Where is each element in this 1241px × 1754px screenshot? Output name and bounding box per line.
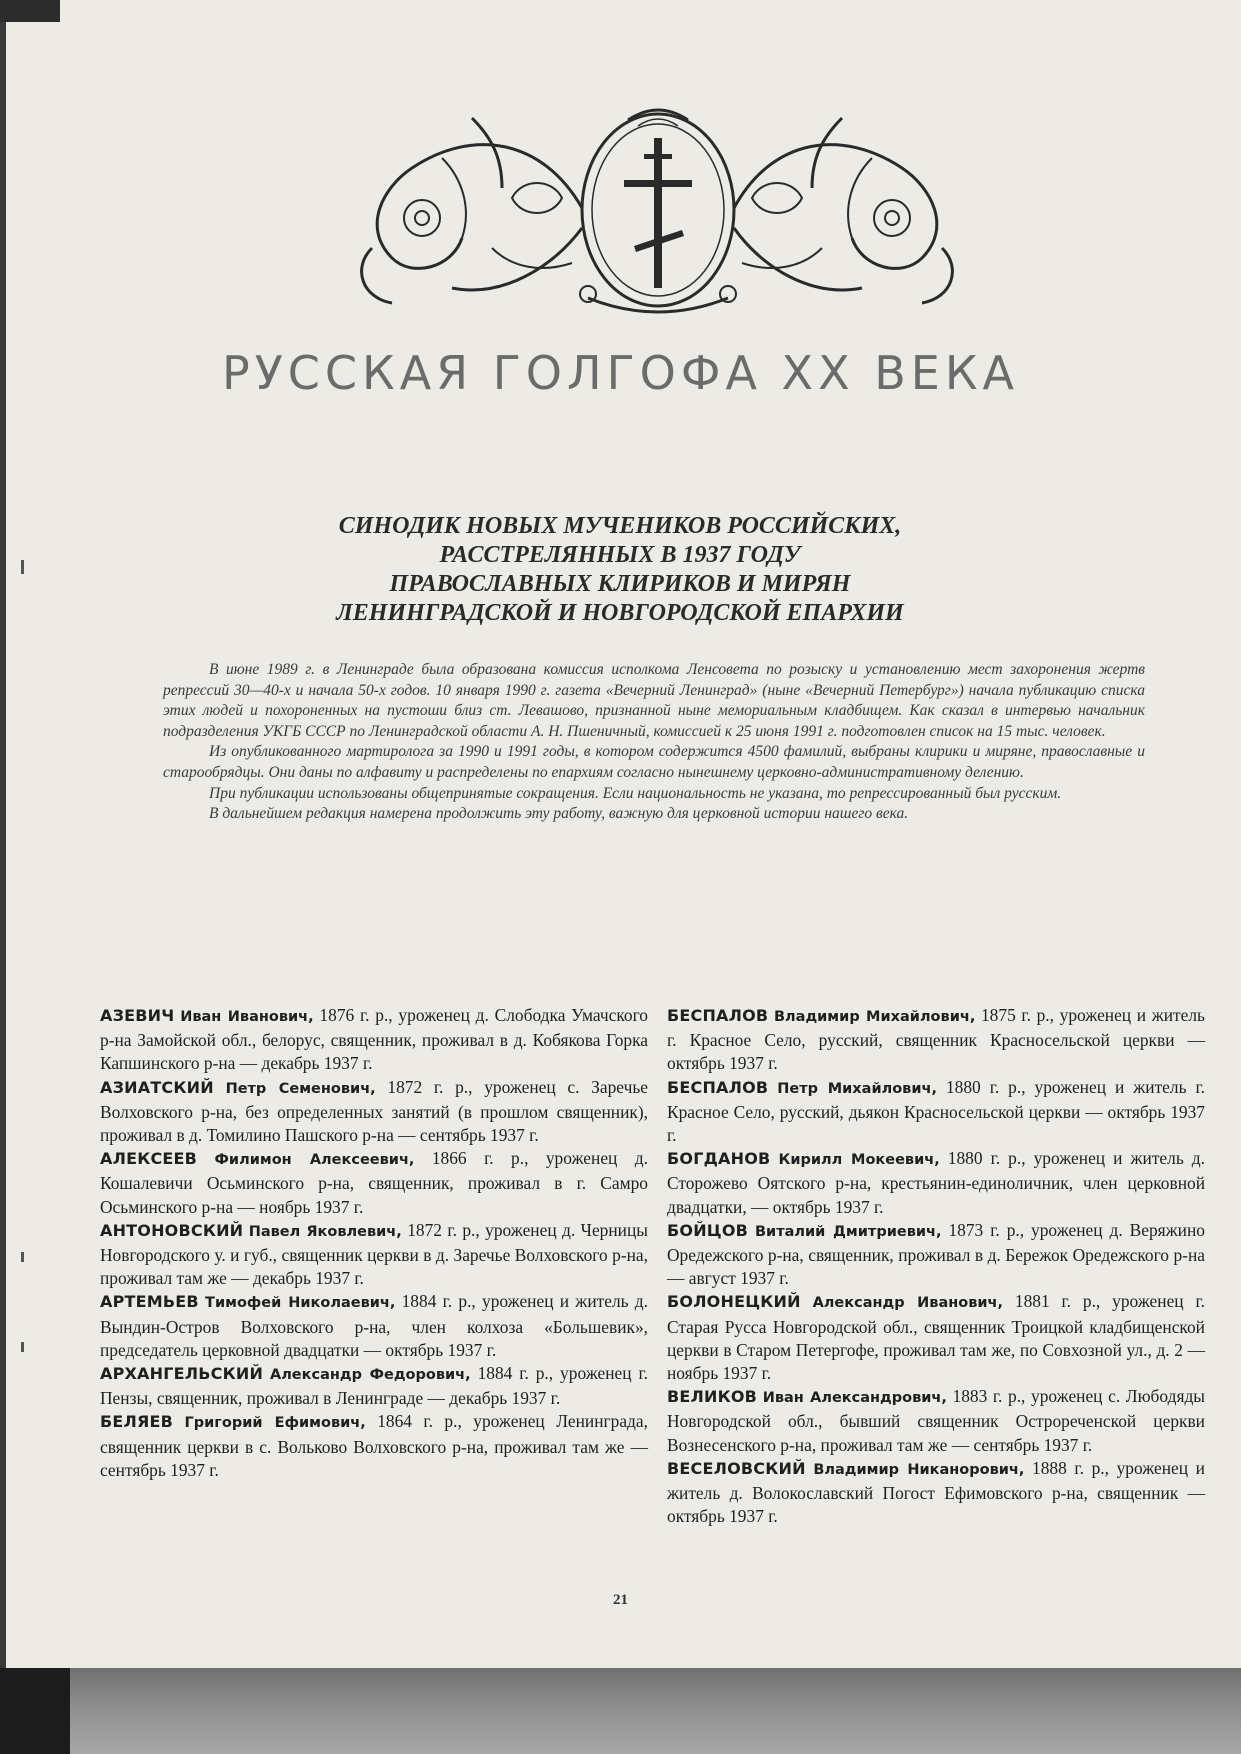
entry-surname: АРХАНГЕЛЬСКИЙ [100,1364,264,1384]
section-subtitle [230,512,1010,628]
entry-details: 1864 г. р., уроженец Ленинграда, священник церкви в с. Вольково Волховского р-на, проживал там же — сентябрь 1937 г. [100,1411,648,1480]
entry-given-name: Павел Яковлевич, [248,1223,402,1240]
entry-surname: АЛЕКСЕЕВ [100,1149,198,1169]
entry-details: 1880 г. р., уроженец и житель д. Сторожево Оятского р-на, крестьянин-единоличник, член церковной двадцатки, — октябрь 1937 г. [667,1148,1205,1217]
entry-surname: АЗЕВИЧ [100,1006,175,1025]
page-title: РУССКАЯ ГОЛГОФА XX ВЕКА [222,346,1019,400]
martyr-entry [100,1004,648,1076]
entry-details: 1881 г. р., уроженец г. Старая Русса Новгородской обл., священник Троицкой кладбищенской церкви в Старом Петергофе, проживал там же, по Совхозной ул., д. 2 — ноябрь 1937 г. [667,1291,1205,1384]
martyr-entry [667,1290,1205,1385]
entry-surname: БОЙЦОВ [667,1220,749,1240]
entry-details: 1873 г. р., уроженец д. Веряжино Оредежского р-на, священник, проживал в д. Бережок Оредежского р-на — август 1937 г. [667,1219,1205,1289]
scan-corner-shadow [0,0,60,22]
entry-details: 1883 г. р., уроженец с. Любодяды Новгородской обл., бывший священник Острореченской церкви Вознесенского р-на, проживал там же — сентябрь 1937 г. [667,1386,1205,1455]
entry-given-name: Александр Иванович, [812,1295,1004,1312]
martyr-entry [100,1219,648,1291]
entry-details: 1880 г. р., уроженец и житель г. Красное Село, русский, дьякон Красносельской церкви — октябрь 1937 г. [667,1076,1205,1146]
entries-column-left [100,1004,648,1482]
entry-details: 1884 г. р., уроженец г. Пензы, священник, проживал в Ленинграде — декабрь 1937 г. [100,1363,648,1409]
margin-mark [21,560,24,574]
entry-surname: БОГДАНОВ [667,1149,771,1169]
entry-details: 1866 г. р., уроженец д. Кошалевичи Осьминского р-на, священник, проживал в г. Самро Осьминского р-на — ноябрь 1937 г. [100,1148,648,1217]
entry-details: 1872 г. р., уроженец д. Черницы Новгородского у. и губ., священник церкви в д. Заречье Волховского р-на, проживал там же — декабрь 1937 г. [100,1219,648,1289]
martyr-entry [100,1147,648,1219]
martyr-entry [667,1457,1205,1529]
entry-surname: БЕЛЯЕВ [100,1412,174,1432]
entry-surname: ВЕСЕЛОВСКИЙ [667,1458,806,1478]
martyr-entry [667,1076,1205,1148]
entries-column-right [667,1004,1205,1528]
intro-paragraph: В дальнейшем редакция намерена продолжить эту работу, важную для церковной истории нашего века. [209,805,909,823]
subtitle-line: ПРАВОСЛАВНЫХ КЛИРИКОВ И МИРЯН [389,571,851,597]
subtitle-line: ЛЕНИНГРАДСКОЙ И НОВГОРОДСКОЙ ЕПАРХИИ [336,600,904,626]
page-number: 21 [613,1592,628,1608]
entry-surname: АЗИАТСКИЙ [100,1077,214,1097]
entry-given-name: Филимон Алексеевич, [214,1152,415,1169]
entry-given-name: Владимир Никанорович, [813,1461,1025,1478]
subtitle-line: СИНОДИК НОВЫХ МУЧЕНИКОВ РОССИЙСКИХ, [338,513,902,539]
martyr-entry [667,1385,1205,1457]
subtitle-line: РАССТРЕЛЯННЫХ В 1937 ГОДУ [439,542,801,568]
martyr-entry [667,1147,1205,1219]
entry-surname: АРТЕМЬЕВ [100,1292,199,1312]
entry-given-name: Виталий Дмитриевич, [755,1223,942,1240]
entry-surname: АНТОНОВСКИЙ [100,1220,244,1240]
martyr-entry [667,1004,1205,1076]
intro-paragraph: В июне 1989 г. в Ленинграде была образована комиссия исполкома Ленсовета по розыску и установлению мест захоронения жертв репрессий 30—40-х и начала 50-х годов. 10 января 1990 г. газета «Вечерний Ленинград» (ныне «Вечерний Петербург») начала публикацию списка этих людей и похороненных на пустоши близ ст. Левашово, признанной ныне мемориальным кладбищем. Как сказал в интервью начальник подразделения УКГБ СССР по Ленинградской области А. Н. Пшеничный, комиссией к 25 июня 1991 г. подготовлен список на 15 тыс. человек. [163,661,1145,740]
scan-bottom-shadow [0,1668,1241,1754]
orthodox-cross-ornament-icon [352,98,962,320]
martyr-entry [667,1219,1205,1291]
entry-given-name: Григорий Ефимович, [184,1415,366,1432]
margin-mark [21,1252,24,1262]
martyr-entry [100,1290,648,1362]
entry-given-name: Тимофей Николаевич, [205,1295,396,1312]
entry-details: 1888 г. р., уроженец и житель д. Волокославский Погост Ефимовского р-на, священник — октябрь 1937 г. [667,1457,1205,1527]
entry-details: 1876 г. р., уроженец д. Слободка Умачского р-на Замойской обл., белорус, священник, проживал в д. Кобякова Горка Капшинского р-на — декабрь 1937 г. [100,1005,648,1074]
intro-paragraph: При публикации использованы общепринятые сокращения. Если национальность не указана, то репрессированный был русским. [209,784,1062,802]
entry-given-name: Владимир Михайлович, [773,1009,976,1025]
entry-given-name: Иван Иванович, [180,1009,314,1025]
margin-mark [21,1342,24,1352]
martyr-entry [100,1362,648,1410]
entry-given-name: Александр Федорович, [269,1367,471,1384]
entry-details: 1875 г. р., уроженец и житель г. Красное Село, русский, священник Красносельской церкви — октябрь 1937 г. [667,1005,1205,1074]
introduction [163,660,1145,825]
entry-surname: БЕСПАЛОВ [667,1077,769,1097]
martyr-entry [100,1076,648,1148]
entry-given-name: Петр Михайлович, [777,1080,937,1097]
entry-surname: ВЕЛИКОВ [667,1387,758,1407]
entry-surname: БОЛОНЕЦКИЙ [667,1292,801,1312]
intro-paragraph: Из опубликованного мартиролога за 1990 и 1991 годы, в котором содержится 4500 фамилий, выбраны клирики и миряне, православные и старообрядцы. Они даны по алфавиту и распределены по епархиям согласно нынешнему церковно-административному делению. [163,743,1145,781]
entry-details: 1884 г. р., уроженец и житель д. Вындин-Остров Волховского р-на, член колхоза «Большевик», председатель церковной двадцатки — октябрь 1937 г. [100,1291,648,1360]
page-edge-shadow [0,0,6,1754]
entry-details: 1872 г. р., уроженец с. Заречье Волховского р-на, без определенных занятий (в прошлом священник), проживал в д. Томилино Пашского р-на — сентябрь 1937 г. [100,1076,648,1146]
entry-surname: БЕСПАЛОВ [667,1006,769,1025]
martyr-entry [100,1410,648,1482]
entry-given-name: Кирилл Мокеевич, [778,1152,940,1169]
entry-given-name: Иван Александрович, [762,1390,947,1407]
scan-corner-shadow [0,1668,70,1754]
entry-given-name: Петр Семенович, [225,1080,376,1097]
